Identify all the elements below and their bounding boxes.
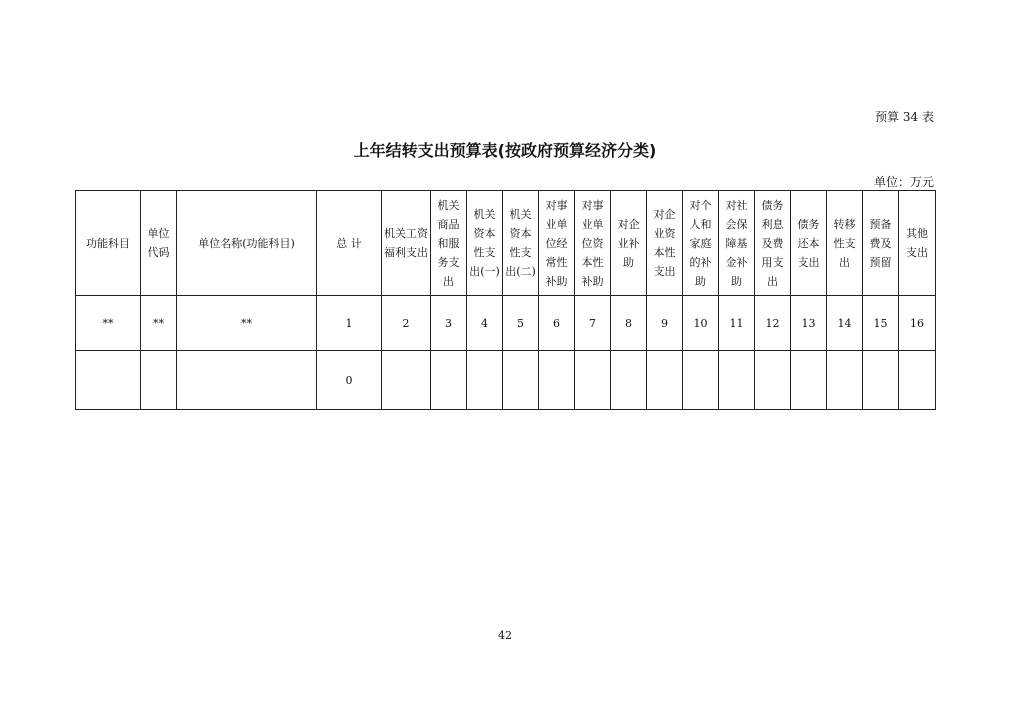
table-cell xyxy=(467,351,503,410)
table-cell xyxy=(683,351,719,410)
table-row xyxy=(76,351,936,410)
budget-table xyxy=(75,190,936,410)
table-cell xyxy=(539,351,575,410)
table-cell xyxy=(575,351,611,410)
table-cell: 0 xyxy=(317,351,382,410)
table-cell xyxy=(755,351,791,410)
header-row xyxy=(76,191,936,296)
header-cell: 对社会保障基金补助 xyxy=(719,191,755,296)
column-number-row xyxy=(76,296,936,351)
table-cell: 13 xyxy=(791,296,827,351)
header-cell: 对企业补助 xyxy=(611,191,647,296)
header-cell: 机关资本性支出(二) xyxy=(503,191,539,296)
table-cell xyxy=(647,351,683,410)
page-number: 42 xyxy=(498,629,512,642)
table-cell xyxy=(382,351,431,410)
page-title: 上年结转支出预算表(按政府预算经济分类) xyxy=(353,141,657,160)
table-cell: 3 xyxy=(431,296,467,351)
header-cell: 对个人和家庭的补助 xyxy=(683,191,719,296)
header-cell: 单位名称(功能科目) xyxy=(177,191,317,296)
header-cell: 转移性支出 xyxy=(827,191,863,296)
header-cell: 预备费及预留 xyxy=(863,191,899,296)
table-cell xyxy=(503,351,539,410)
header-cell: 机关工资福利支出 xyxy=(382,191,431,296)
table-cell: 2 xyxy=(382,296,431,351)
header-cell: 单位代码 xyxy=(141,191,177,296)
header-cell: 其他支出 xyxy=(899,191,936,296)
table-cell xyxy=(827,351,863,410)
table-cell: 11 xyxy=(719,296,755,351)
header-cell: 对事业单位资本性补助 xyxy=(575,191,611,296)
table-cell: 15 xyxy=(863,296,899,351)
header-cell: 功能科目 xyxy=(76,191,141,296)
table-cell: 9 xyxy=(647,296,683,351)
table-number-label: 预算 34 表 xyxy=(875,110,934,124)
table-cell: ** xyxy=(177,296,317,351)
table-cell xyxy=(719,351,755,410)
header-cell: 机关资本性支出(一) xyxy=(467,191,503,296)
header-cell: 对事业单位经常性补助 xyxy=(539,191,575,296)
table-cell: 7 xyxy=(575,296,611,351)
table-cell: 5 xyxy=(503,296,539,351)
table-cell xyxy=(141,351,177,410)
header-cell: 总 计 xyxy=(317,191,382,296)
header-cell: 债务还本支出 xyxy=(791,191,827,296)
header-cell: 债务利息及费用支出 xyxy=(755,191,791,296)
table-cell xyxy=(611,351,647,410)
table-cell: 8 xyxy=(611,296,647,351)
unit-label: 单位：万元 xyxy=(873,175,934,189)
table-cell xyxy=(431,351,467,410)
table-cell xyxy=(177,351,317,410)
table-cell: 12 xyxy=(755,296,791,351)
header-cell: 机关商品和服务支出 xyxy=(431,191,467,296)
table-cell: ** xyxy=(76,296,141,351)
table-cell: 14 xyxy=(827,296,863,351)
header-cell: 对企业资本性支出 xyxy=(647,191,683,296)
table-cell: 6 xyxy=(539,296,575,351)
table-cell xyxy=(76,351,141,410)
table-cell: 1 xyxy=(317,296,382,351)
table-cell: 4 xyxy=(467,296,503,351)
table-cell xyxy=(863,351,899,410)
table-cell xyxy=(791,351,827,410)
table-cell: ** xyxy=(141,296,177,351)
table-cell: 16 xyxy=(899,296,936,351)
table-cell xyxy=(899,351,936,410)
table-cell: 10 xyxy=(683,296,719,351)
